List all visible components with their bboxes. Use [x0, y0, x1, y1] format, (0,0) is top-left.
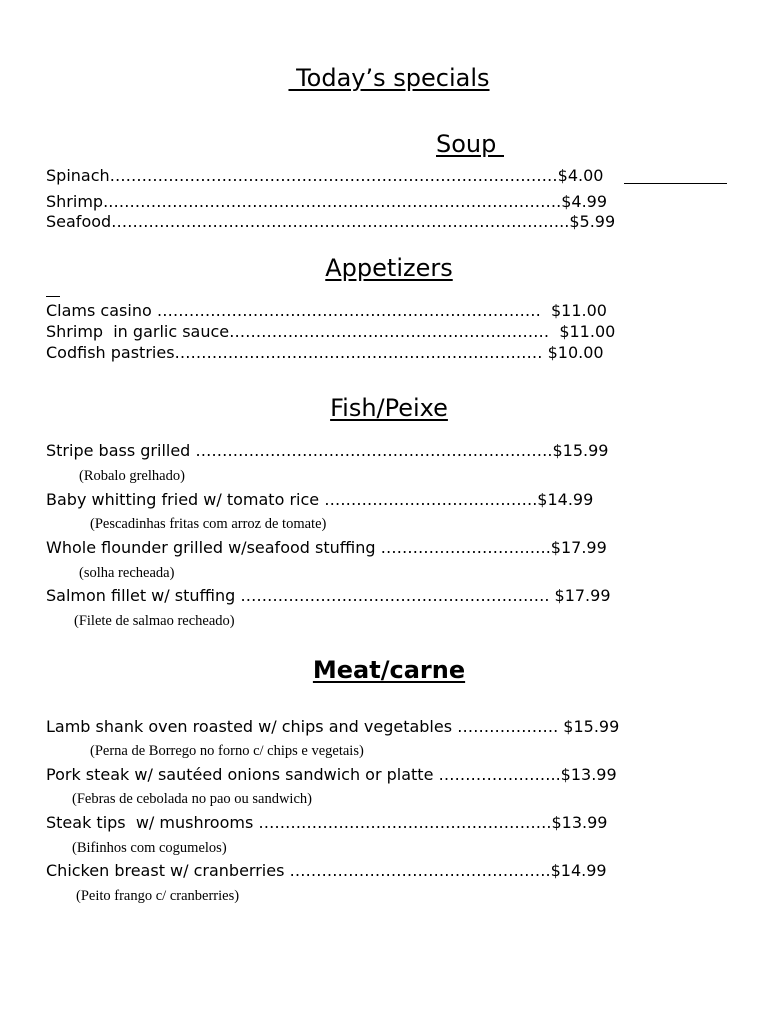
meat-item-translation: (Perna de Borrego no forno c/ chips e vegetais)	[90, 743, 364, 759]
appetizer-item-clams: Clams casino ……………………………………………………………… $11.00	[46, 301, 607, 320]
fish-item-name: Salmon fillet w/ stuffing …………………………………………………. $17.99	[46, 586, 611, 605]
fish-item-translation: (solha recheada)	[79, 565, 175, 581]
appetizers-heading: Appetizers	[325, 254, 453, 282]
soup-item-spinach: Spinach…………………………………………………………………………$4.00	[46, 166, 604, 185]
fish-item-translation: (Pescadinhas fritas com arroz de tomate)	[90, 516, 327, 532]
fish-item-name: Whole flounder grilled w/seafood stuffing ……………………….….$17.99	[46, 538, 607, 557]
meat-item-name: Pork steak w/ sautéed onions sandwich or platte …………………..$13.99	[46, 765, 617, 784]
fish-item-translation: (Robalo grelhado)	[79, 468, 185, 484]
soup-item-shrimp: Shrimp.………………………………………………………………………….$4.99	[46, 192, 608, 211]
meat-item-translation: (Febras de cebolada no pao ou sandwich)	[72, 791, 312, 807]
page-title: Today’s specials	[288, 64, 490, 92]
appetizer-item-codfish: Codfish pastries…………………………………………………………… $10.00	[46, 343, 604, 362]
meat-item-name: Steak tips w/ mushrooms ……………………………………………….$13.99	[46, 813, 608, 832]
fish-item-name: Baby whitting fried w/ tomato rice ………………………………….$14.99	[46, 490, 594, 509]
meat-item-name: Lamb shank oven roasted w/ chips and vegetables ………………. $15.99	[46, 717, 620, 736]
fish-item-translation: (Filete de salmao recheado)	[74, 613, 235, 629]
soup-heading: Soup	[436, 130, 504, 158]
meat-item-name: Chicken breast w/ cranberries ………………………………………….$14.99	[46, 861, 607, 880]
appetizer-item-shrimp: Shrimp in garlic sauce…………………………………………………… $11.00	[46, 322, 616, 341]
fish-heading: Fish/Peixe	[330, 394, 448, 422]
meat-item-translation: (Bifinhos com cogumelos)	[72, 840, 227, 856]
meat-heading: Meat/carne	[312, 656, 466, 684]
soup-item-seafood: Seafood…………………………………………………………………………..$5.99	[46, 212, 616, 231]
meat-item-translation: (Peito frango c/ cranberries)	[76, 888, 240, 904]
underline-rule	[624, 183, 727, 184]
mark-rule	[46, 296, 60, 297]
fish-item-name: Stripe bass grilled ………………………………………………………….$15.99	[46, 441, 609, 460]
